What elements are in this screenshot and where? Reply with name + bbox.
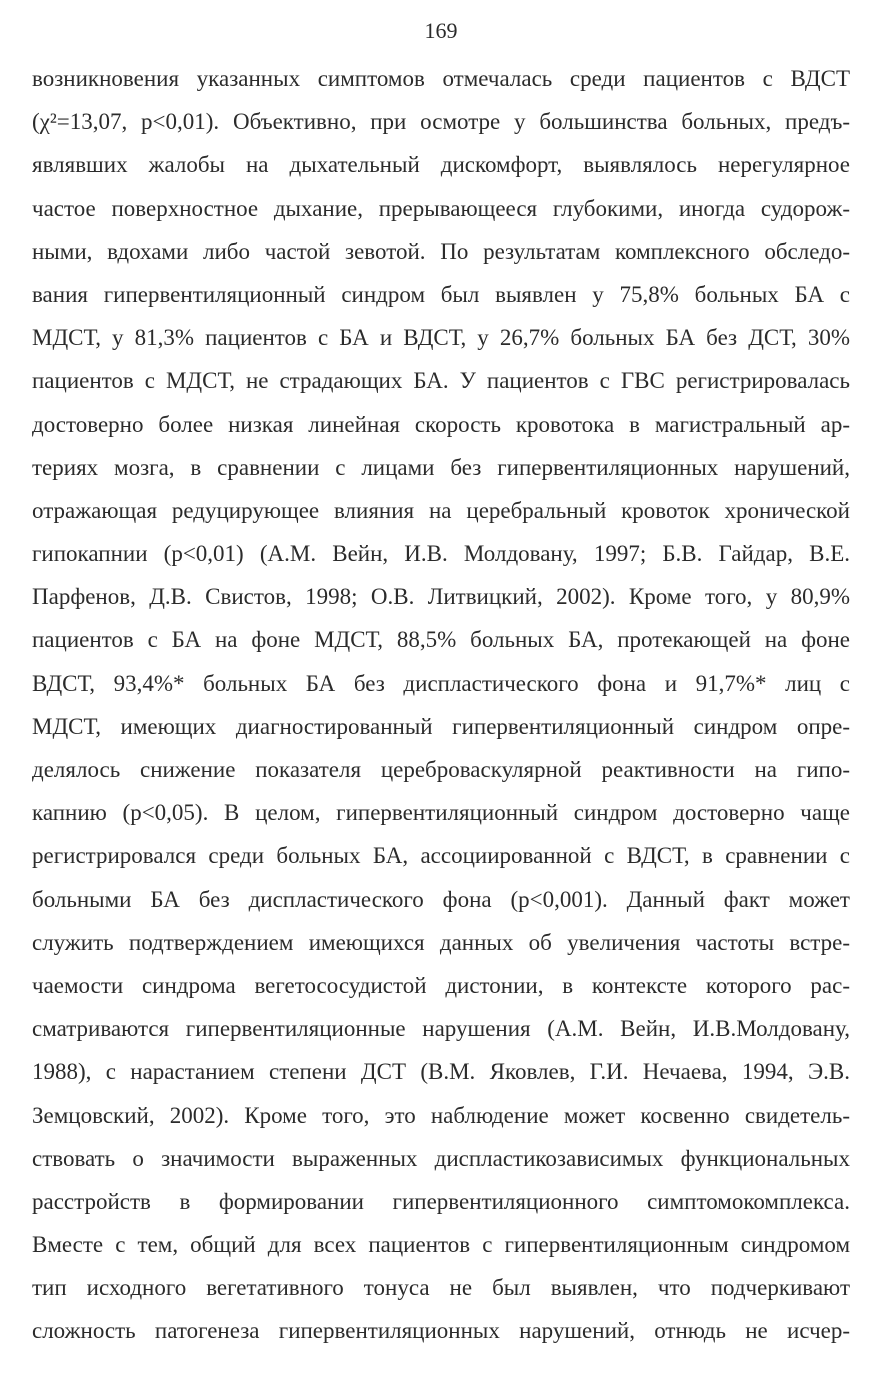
text-line: служить подтверждением имеющихся данных об увеличения частоты встре-: [32, 929, 850, 955]
text-line: частое поверхностное дыхание, прерывающееся глубокими, иногда судорож-: [32, 195, 850, 221]
text-line: МДСТ, у 81,3% пациентов с БА и ВДСТ, у 26,7% больных БА без ДСТ, 30%: [32, 325, 850, 351]
text-line: больными БА без диспластического фона (p<0,001). Данный факт может: [32, 886, 850, 912]
text-line: регистрировался среди больных БА, ассоциированной с ВДСТ, в сравнении с: [32, 843, 850, 869]
text-line: пациентов с БА на фоне МДСТ, 88,5% больных БА, протекающей на фоне: [32, 627, 850, 653]
text-line: Вместе с тем, общий для всех пациентов с гипервентиляционным синдромом: [32, 1232, 850, 1258]
text-line: ствовать о значимости выраженных диспластикозависимых функциональных: [32, 1145, 850, 1171]
text-line: ВДСТ, 93,4%* больных БА без диспластического фона и 91,7%* лиц с: [32, 670, 850, 696]
text-line: МДСТ, имеющих диагностированный гипервентиляционный синдром опре-: [32, 713, 850, 739]
text-line: вания гипервентиляционный синдром был выявлен у 75,8% больных БА с: [32, 281, 850, 307]
text-line: Парфенов, Д.В. Свистов, 1998; О.В. Литвицкий, 2002). Кроме того, у 80,9%: [32, 584, 850, 610]
text-line: являвших жалобы на дыхательный дискомфорт, выявлялось нерегулярное: [32, 152, 850, 178]
text-line: тип исходного вегетативного тонуса не был выявлен, что подчеркивают: [32, 1275, 850, 1301]
text-line: чаемости синдрома вегетососудистой дистонии, в контексте которого рас-: [32, 972, 850, 998]
text-line: возникновения указанных симптомов отмечалась среди пациентов с ВДСТ: [32, 66, 850, 91]
text-line: ными, вдохами либо частой зевотой. По результатам комплексного обследо-: [32, 238, 850, 264]
text-line: пациентов с МДСТ, не страдающих БА. У пациентов с ГВС регистрировалась: [32, 368, 850, 394]
text-line: гипокапнии (p<0,01) (А.М. Вейн, И.В. Молдовану, 1997; Б.В. Гайдар, В.Е.: [32, 541, 850, 567]
text-line: делялось снижение показателя цереброваскулярной реактивности на гипо-: [32, 757, 850, 782]
text-line: достоверно более низкая линейная скорость кровотока в магистральный ар-: [32, 411, 850, 437]
text-line: 1988), с нарастанием степени ДСТ (В.М. Яковлев, Г.И. Нечаева, 1994, Э.В.: [32, 1059, 850, 1085]
body-text: [32, 57, 850, 1353]
text-line: отражающая редуцирующее влияния на церебральный кровоток хронической: [32, 497, 850, 523]
text-line: Земцовский, 2002). Кроме того, это наблюдение может косвенно свидетель-: [32, 1102, 850, 1128]
text-line: (χ²=13,07, p<0,01). Объективно, при осмотре у большинства больных, предъ-: [32, 109, 850, 135]
text-line: сложность патогенеза гипервентиляционных нарушений, отнюдь не исчер-: [32, 1318, 850, 1344]
text-line: териях мозга, в сравнении с лицами без гипервентиляционных нарушений,: [32, 454, 850, 480]
text-line: сматриваются гипервентиляционные нарушения (А.М. Вейн, И.В.Молдовану,: [32, 1016, 850, 1042]
page-number: 169: [424, 18, 458, 43]
text-line: расстройств в формировании гипервентиляционного симптомокомплекса.: [32, 1188, 850, 1214]
text-line: капнию (p<0,05). В целом, гипервентиляционный синдром достоверно чаще: [32, 800, 850, 826]
